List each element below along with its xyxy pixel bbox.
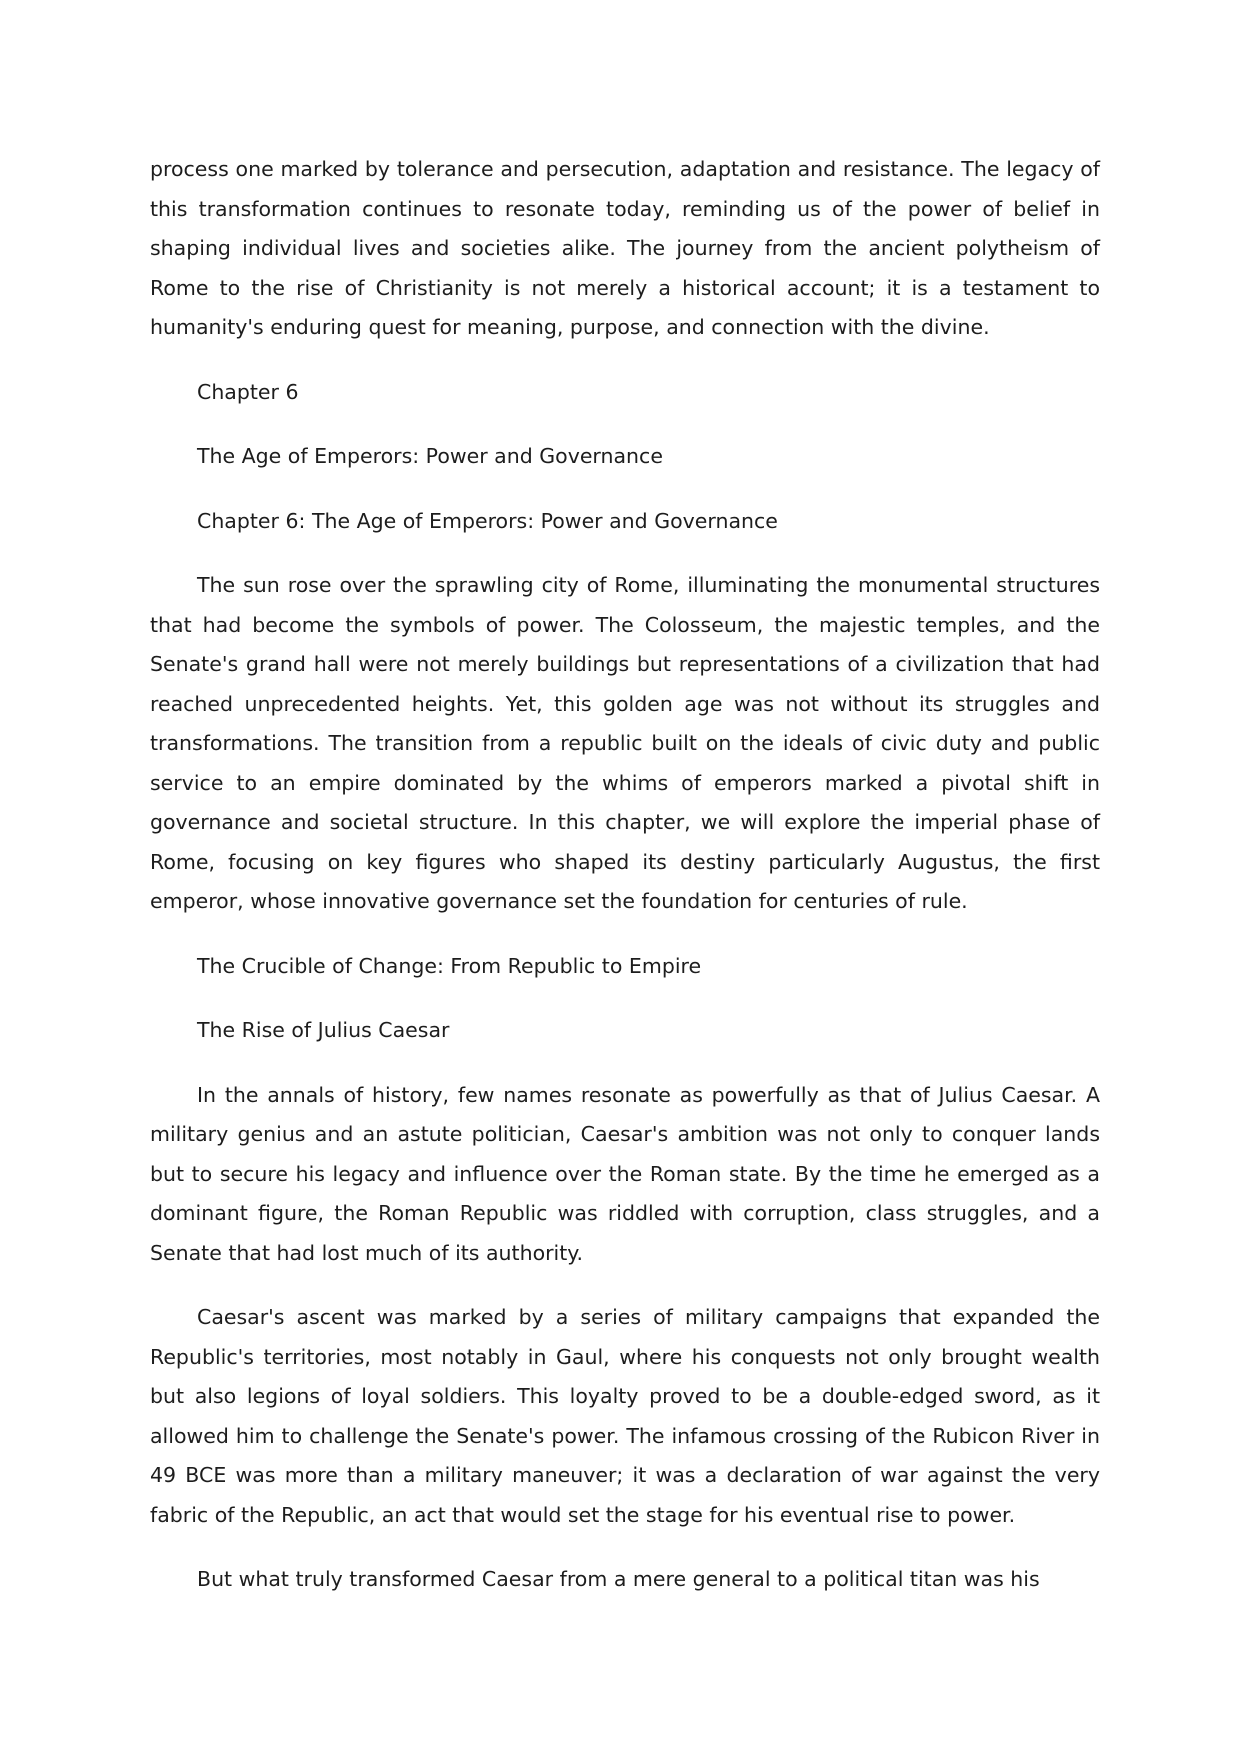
page-body: [150, 150, 1100, 1600]
caesar-paragraph-2: Caesar's ascent was marked by a series of military campaigns that expanded the Republic's territories, most notably in Gaul, where his conquests not only brought wealth but also legions of loyal soldiers. This loyalty proved to be a double-edged sword, as it allowed him to challenge the Senate's power. The infamous crossing of the Rubicon River in 49 BCE was more than a military maneuver; it was a declaration of war against the very fabric of the Republic, an act that would set the stage for his eventual rise to power.: [150, 1305, 1100, 1527]
caesar-paragraph-1: In the annals of history, few names resonate as powerfully as that of Julius Caesar. A military genius and an astute politician, Caesar's ambition was not only to conquer lands but to secure his legacy and influence over the Roman state. By the time he emerged as a dominant figure, the Roman Republic was riddled with corruption, class struggles, and a Senate that had lost much of its authority.: [150, 1082, 1100, 1265]
chapter-label: Chapter 6: [197, 379, 299, 404]
chapter-full-title: Chapter 6: The Age of Emperors: Power and Governance: [197, 508, 778, 533]
subsection-heading: The Rise of Julius Caesar: [197, 1018, 450, 1042]
caesar-paragraph-3: But what truly transformed Caesar from a mere general to a political titan was his: [197, 1567, 1040, 1591]
section-heading: The Crucible of Change: From Republic to Empire: [197, 953, 702, 978]
intro-paragraph: The sun rose over the sprawling city of Rome, illuminating the monumental structures that had become the symbols of power. The Colosseum, the majestic temples, and the Senate's grand hall were not merely buildings but representations of a civilization that had reached unprecedented heights. Yet, this golden age was not without its struggles and transformations. The transition from a republic built on the ideals of civic duty and public service to an empire dominated by the whims of emperors marked a pivotal shift in governance and societal structure. In this chapter, we will explore the imperial phase of Rome, focusing on key figures who shaped its destiny particularly Augustus, the first emperor, whose innovative governance set the foundation for centuries of rule.: [150, 573, 1100, 913]
continuation-paragraph: process one marked by tolerance and persecution, adaptation and resistance. The legacy of this transformation continues to resonate today, reminding us of the power of belief in shaping individual lives and societies alike. The journey from the ancient polytheism of Rome to the rise of Christianity is not merely a historical account; it is a testament to humanity's enduring quest for meaning, purpose, and connection with the divine.: [150, 157, 1100, 339]
chapter-title: The Age of Emperors: Power and Governance: [197, 444, 663, 468]
